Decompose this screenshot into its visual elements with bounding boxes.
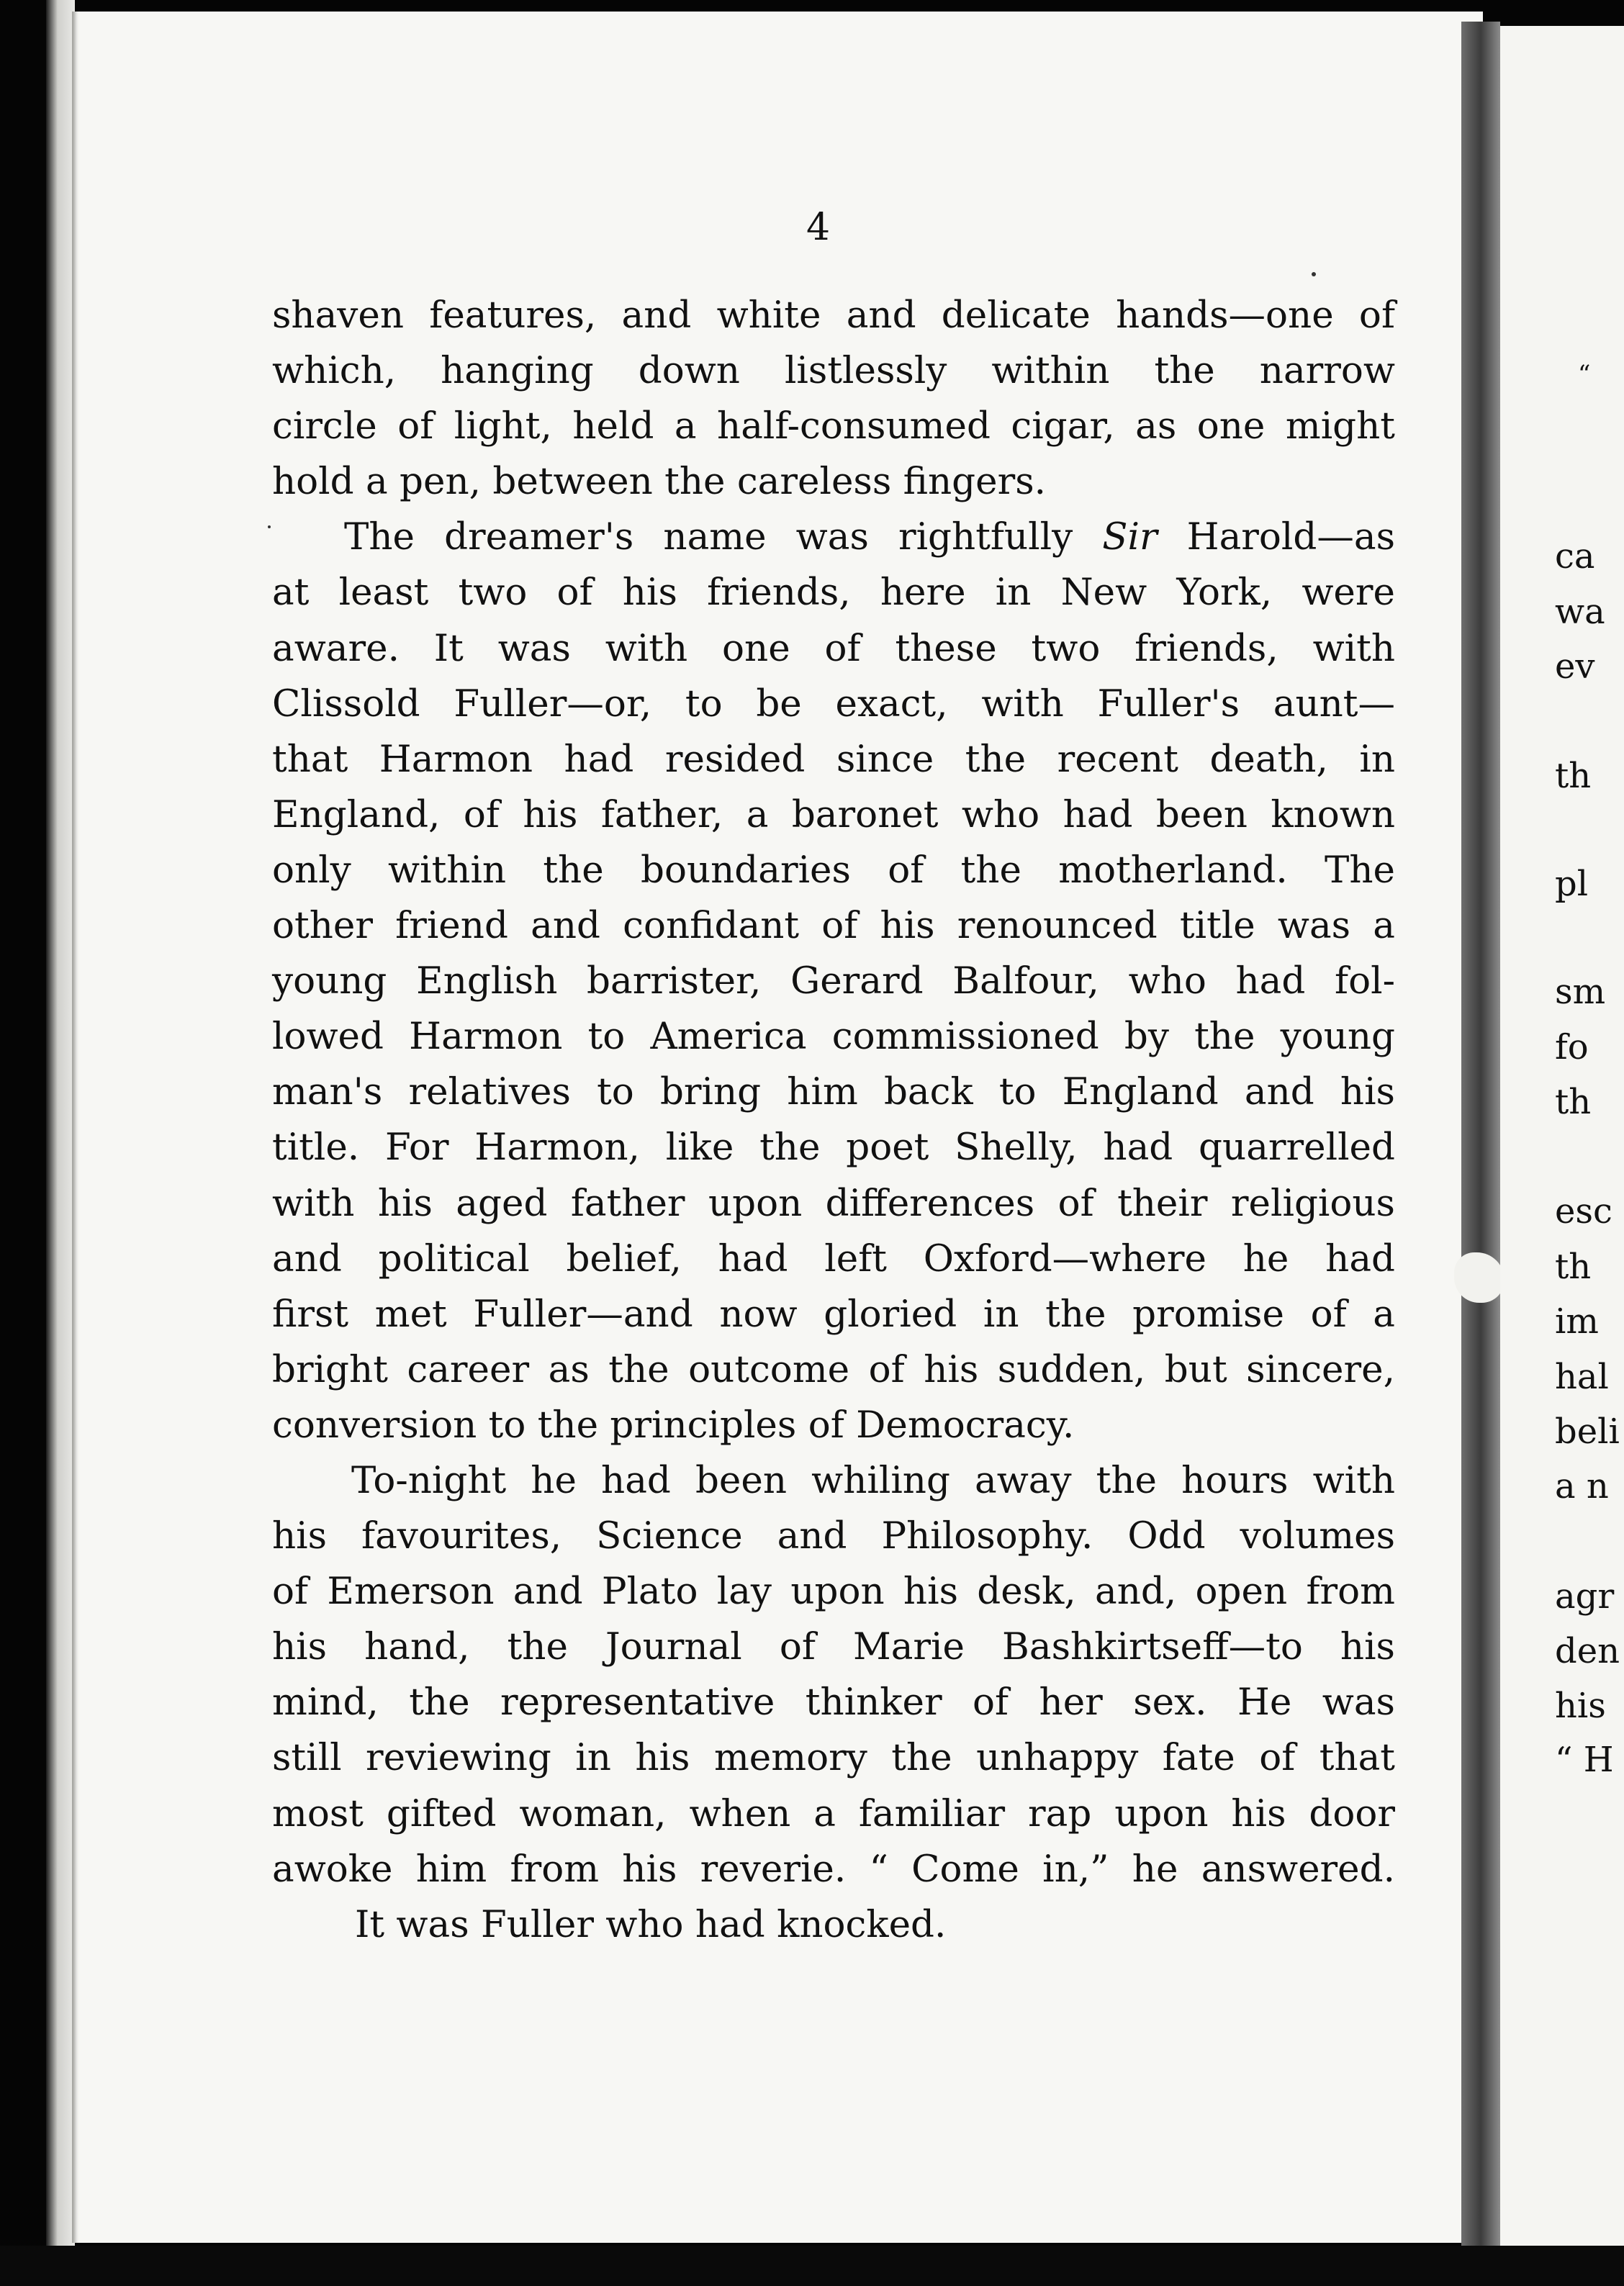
right-page-fragment: a n [1555,1466,1609,1506]
left-page-edge [46,0,75,2286]
right-page-fragment: pl [1555,864,1589,904]
right-page-fragment: his [1555,1686,1606,1726]
right-page-fragment: th [1555,756,1592,796]
right-page-fragment: th [1555,1247,1592,1287]
text-line: mind, the representative thinker of her sex. He was [272,1681,1395,1725]
text-line: Clissold Fuller—or, to be exact, with Fuller's aunt— [272,682,1395,726]
scan-speck [1312,272,1316,276]
text-line: England, of his father, a baronet who had been known [272,792,1395,836]
scan-speck [268,525,271,528]
text-line [272,1453,1395,1509]
text-line: at least two of his friends, here in New York, were [272,571,1395,615]
right-page-fragment: den [1555,1631,1620,1671]
right-page-fragment: beli [1555,1411,1620,1452]
text-line: and political belief, had left Oxford—where he had [272,1237,1395,1280]
right-page-fragment: hal [1555,1357,1609,1397]
text-line-content: The dreamer's name was rightfully Sir Harold—as [344,515,1395,559]
text-line: other friend and confidant of his renounced title was a [272,904,1395,948]
text-line: his hand, the Journal of Marie Bashkirtseff—to his [272,1625,1395,1669]
text-line: of Emerson and Plato lay upon his desk, and, open from [272,1570,1395,1614]
right-page-fragment: “ [1578,360,1591,389]
scan-bottom-border [0,2246,1624,2286]
right-page-fragment: ev [1555,646,1595,687]
right-page [1500,26,1624,2257]
text-line: hold a pen, between the careless fingers. [272,460,1047,504]
italic-title: Sir [1102,515,1158,559]
text-line: shaven features, and white and delicate hands—one of [272,294,1395,337]
text-line-content: To-night he had been whiling away the hours with [351,1458,1395,1502]
text-line: most gifted woman, when a familiar rap upon his door [272,1792,1395,1835]
text-line: circle of light, held a half-consumed cigar, as one might [272,405,1395,448]
right-page-fragment: esc [1555,1191,1612,1232]
text-line: lowed Harmon to America commissioned by the young [272,1015,1395,1059]
text-line: awoke him from his reverie. “ Come in,” he answered. [272,1847,1395,1891]
text-line: only within the boundaries of the motherland. The [272,848,1395,892]
text-line: aware. It was with one of these two friends, with [272,626,1395,670]
text-line: which, hanging down listlessly within the narrow [272,349,1395,393]
right-page-fragment: th [1555,1082,1592,1122]
text-line-content: It was Fuller who had knocked. [355,1902,947,1946]
right-page-fragment: ca [1555,536,1595,577]
binding-gutter [1461,22,1500,2260]
right-page-fragment: fo [1555,1027,1589,1067]
page-number: 4 [806,206,831,249]
text-line [272,1897,1395,1953]
text-line: young English barrister, Gerard Balfour, who had fol- [272,959,1395,1003]
text-line [272,510,1395,565]
text-line: that Harmon had resided since the recent death, in [272,737,1395,781]
text-line: conversion to the principles of Democracy. [272,1403,1075,1447]
text-line: with his aged father upon differences of their religious [272,1181,1395,1225]
right-page-fragment: im [1555,1301,1599,1342]
right-page-fragment: “ H [1555,1740,1614,1780]
right-page-fragment: sm [1555,972,1606,1012]
text-line: title. For Harmon, like the poet Shelly, had quarrelled [272,1126,1395,1170]
right-page-fragment: agr [1555,1576,1615,1617]
text-line: first met Fuller—and now gloried in the promise of a [272,1292,1395,1336]
right-page-fragment: wa [1555,592,1605,632]
text-line: bright career as the outcome of his sudden, but sincere, [272,1347,1395,1391]
text-line: man's relatives to bring him back to England and his [272,1070,1395,1114]
body-text [272,288,1395,1953]
text-line: his favourites, Science and Philosophy. Odd volumes [272,1514,1395,1558]
text-line: still reviewing in his memory the unhappy fate of that [272,1736,1395,1780]
